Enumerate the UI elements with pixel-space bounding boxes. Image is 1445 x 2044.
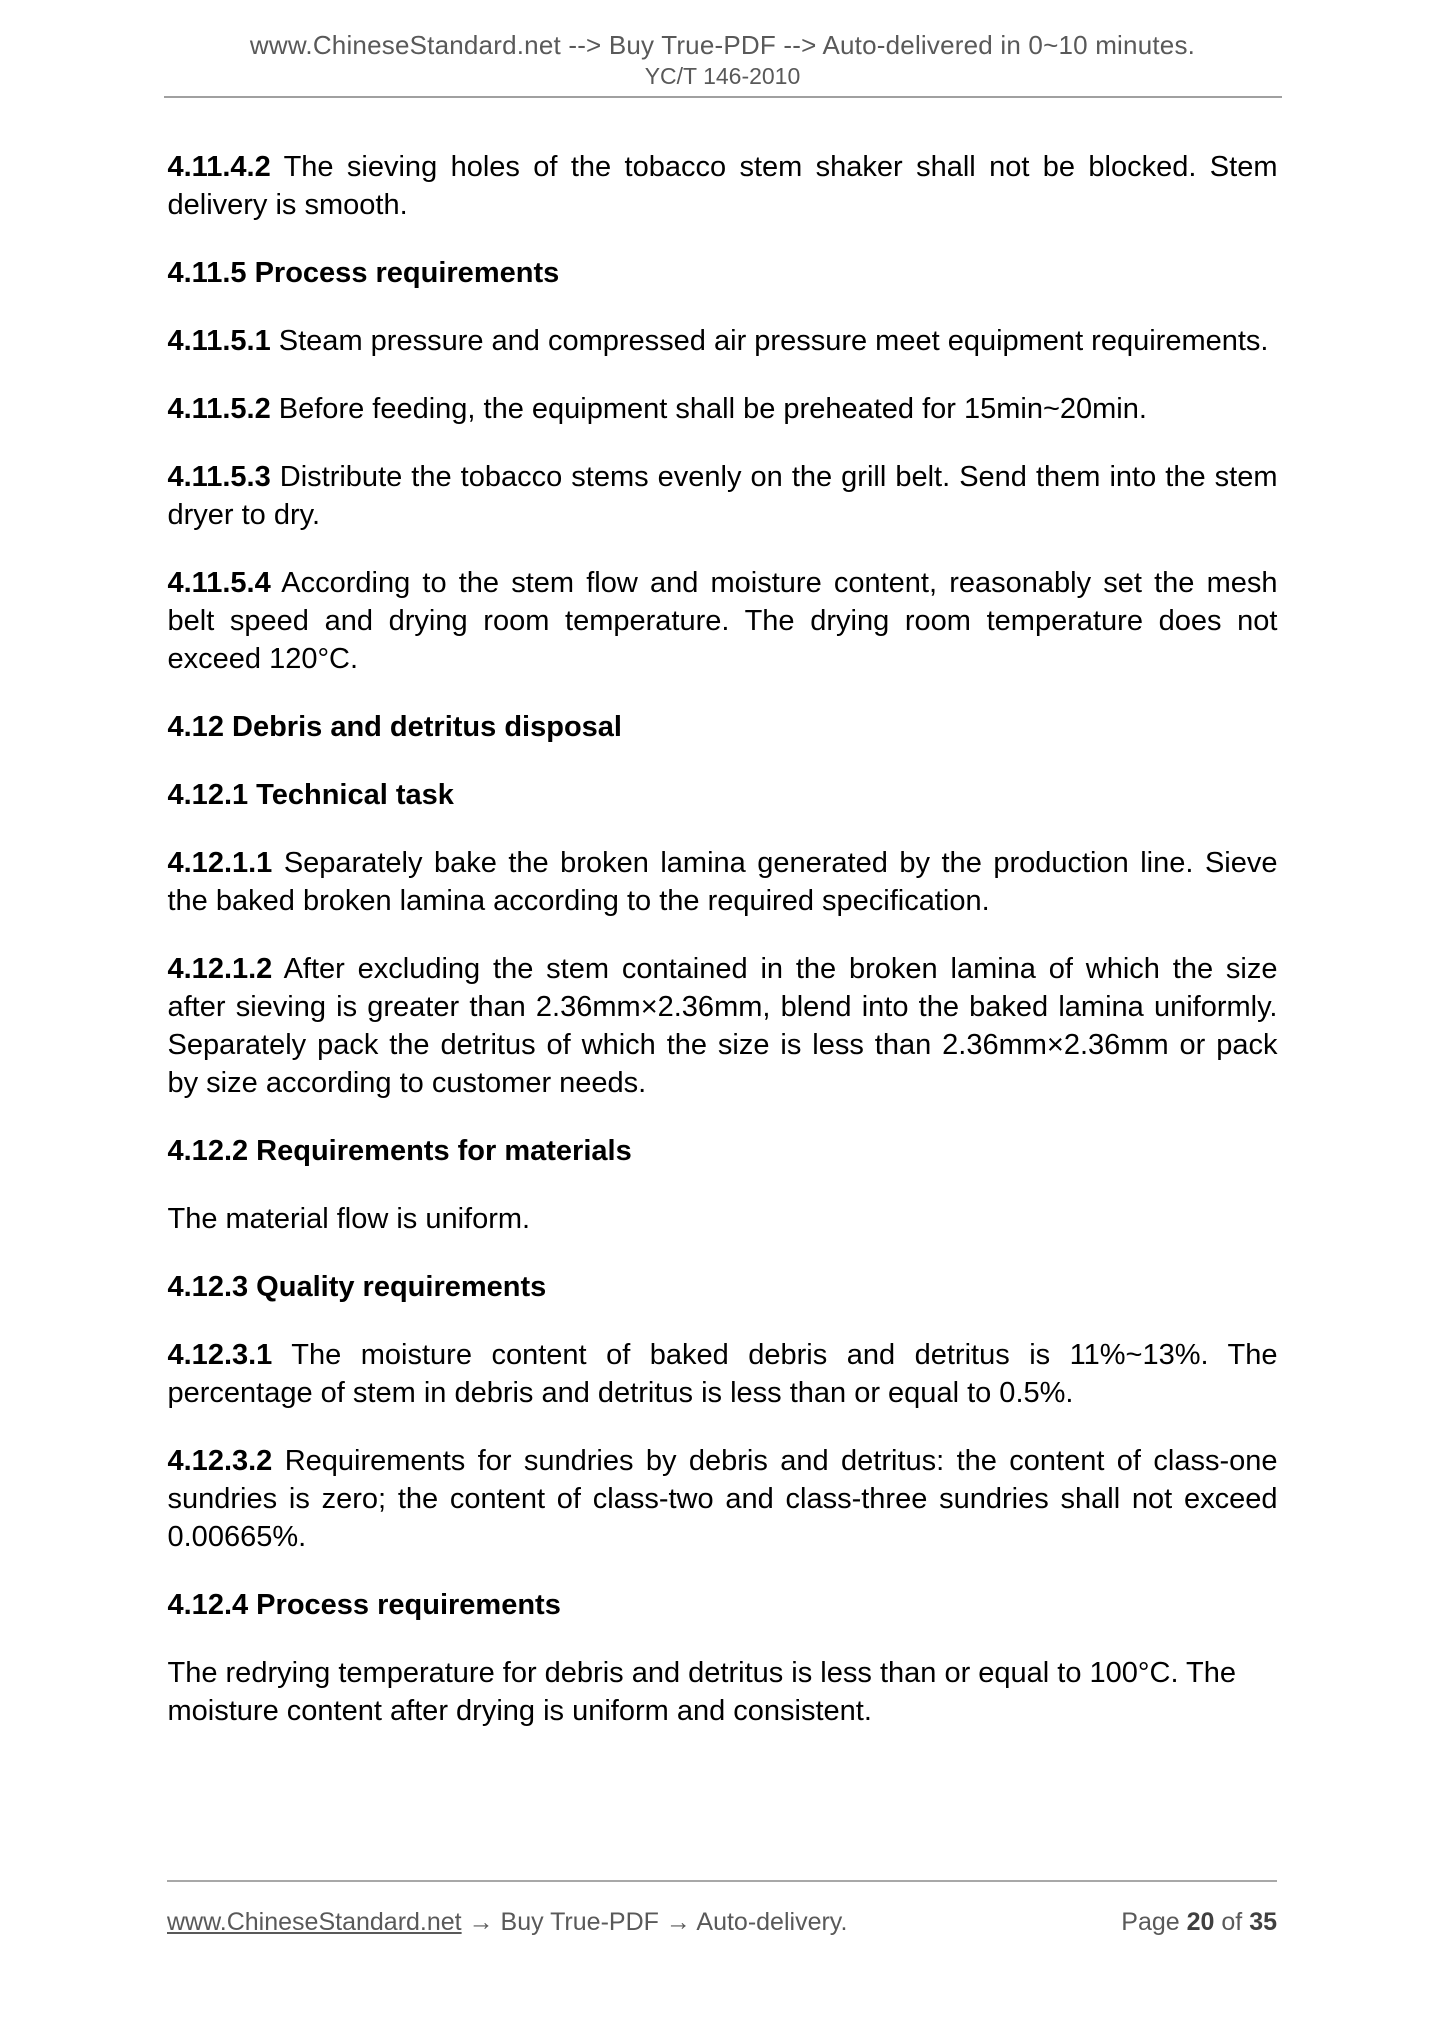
clause-number: 4.11.4.2 bbox=[167, 151, 271, 183]
clause-4.12.3.2 bbox=[168, 1442, 1278, 1556]
clause-4.12.1.2 bbox=[168, 950, 1278, 1102]
heading-4.12.2: 4.12.2 Requirements for materials bbox=[167, 1135, 632, 1167]
clause-4.11.4.2 bbox=[168, 148, 1278, 224]
clause-number: 4.11.5.2 bbox=[167, 393, 271, 425]
clause-text: The sieving holes of the tobacco stem shaker shall not be blocked. Stem delivery is smooth. bbox=[167, 151, 1278, 221]
header-promo-text: www.ChineseStandard.net --> Buy True-PDF --> Auto-delivered in 0~10 minutes. bbox=[249, 30, 1196, 60]
clause-text: Separately bake the broken lamina generated by the production line. Sieve the baked broken lamina according to the required specification. bbox=[167, 847, 1278, 917]
of-label: of bbox=[1221, 1908, 1243, 1936]
heading-4.12.4: 4.12.4 Process requirements bbox=[167, 1589, 561, 1621]
clause-text: Steam pressure and compressed air pressure meet equipment requirements. bbox=[278, 325, 1269, 357]
page-total: 35 bbox=[1249, 1908, 1277, 1936]
standard-code: YC/T 146-2010 bbox=[644, 63, 801, 89]
clause-text: According to the stem flow and moisture content, reasonably set the mesh belt speed and drying room temperature. The drying room temperature does not exceed 120°C. bbox=[167, 567, 1278, 675]
clause-text: After excluding the stem contained in the broken lamina of which the size after sieving is greater than 2.36mm×2.36mm, blend into the baked lamina uniformly. Separately pack the detritus of which the size is less than 2.36mm×2.36mm or pack by size according to customer needs. bbox=[167, 953, 1278, 1099]
clause-text: Requirements for sundries by debris and detritus: the content of class-one sundries is zero; the content of class-two and class-three sundries shall not exceed 0.00665%. bbox=[167, 1445, 1278, 1553]
clause-4.11.5.4 bbox=[168, 564, 1278, 678]
clause-4.12.3.1 bbox=[168, 1336, 1278, 1412]
clause-text: Before feeding, the equipment shall be preheated for 15min~20min. bbox=[278, 393, 1147, 425]
clause-4.12.4-body bbox=[168, 1654, 1278, 1730]
clause-number: 4.12.1.1 bbox=[167, 847, 273, 879]
heading-4.12.1: 4.12.1 Technical task bbox=[167, 779, 454, 811]
page-indicator bbox=[1121, 1908, 1277, 1937]
heading-4.12: 4.12 Debris and detritus disposal bbox=[167, 711, 622, 743]
clause-4.11.5.2 bbox=[168, 390, 1278, 428]
heading-4.12.3: 4.12.3 Quality requirements bbox=[167, 1271, 547, 1303]
footer-promo bbox=[167, 1908, 847, 1937]
page-current: 20 bbox=[1186, 1908, 1215, 1936]
clause-number: 4.11.5.1 bbox=[167, 325, 271, 357]
clause-number: 4.11.5.4 bbox=[167, 567, 271, 599]
document-body bbox=[168, 98, 1278, 1730]
page-footer bbox=[167, 1880, 1277, 1937]
clause-number: 4.12.1.2 bbox=[167, 953, 273, 985]
clause-4.11.5.1 bbox=[168, 322, 1278, 360]
footer-divider bbox=[167, 1880, 1277, 1882]
clause-number: 4.12.3.2 bbox=[167, 1445, 273, 1477]
clause-4.12.1.1 bbox=[168, 844, 1278, 920]
page-label: Page bbox=[1121, 1908, 1180, 1936]
footer-promo-tail: → Buy True-PDF → Auto-delivery. bbox=[461, 1908, 848, 1936]
clause-number: 4.11.5.3 bbox=[167, 461, 271, 493]
clause-number: 4.12.3.1 bbox=[167, 1339, 273, 1371]
clause-4.11.5.3 bbox=[168, 458, 1278, 534]
clause-4.12.2-body bbox=[168, 1200, 1278, 1238]
clause-text: The material flow is uniform. bbox=[167, 1203, 531, 1235]
heading-4.11.5: 4.11.5 Process requirements bbox=[167, 257, 560, 289]
clause-text: Distribute the tobacco stems evenly on the grill belt. Send them into the stem dryer to dry. bbox=[167, 461, 1278, 531]
page-header bbox=[0, 0, 1445, 98]
clause-text: The redrying temperature for debris and detritus is less than or equal to 100°C. The moisture content after drying is uniform and consistent. bbox=[167, 1657, 1237, 1727]
footer-website-link[interactable]: www.ChineseStandard.net bbox=[167, 1908, 462, 1936]
clause-text: The moisture content of baked debris and detritus is 11%~13%. The percentage of stem in debris and detritus is less than or equal to 0.5%. bbox=[167, 1339, 1278, 1409]
